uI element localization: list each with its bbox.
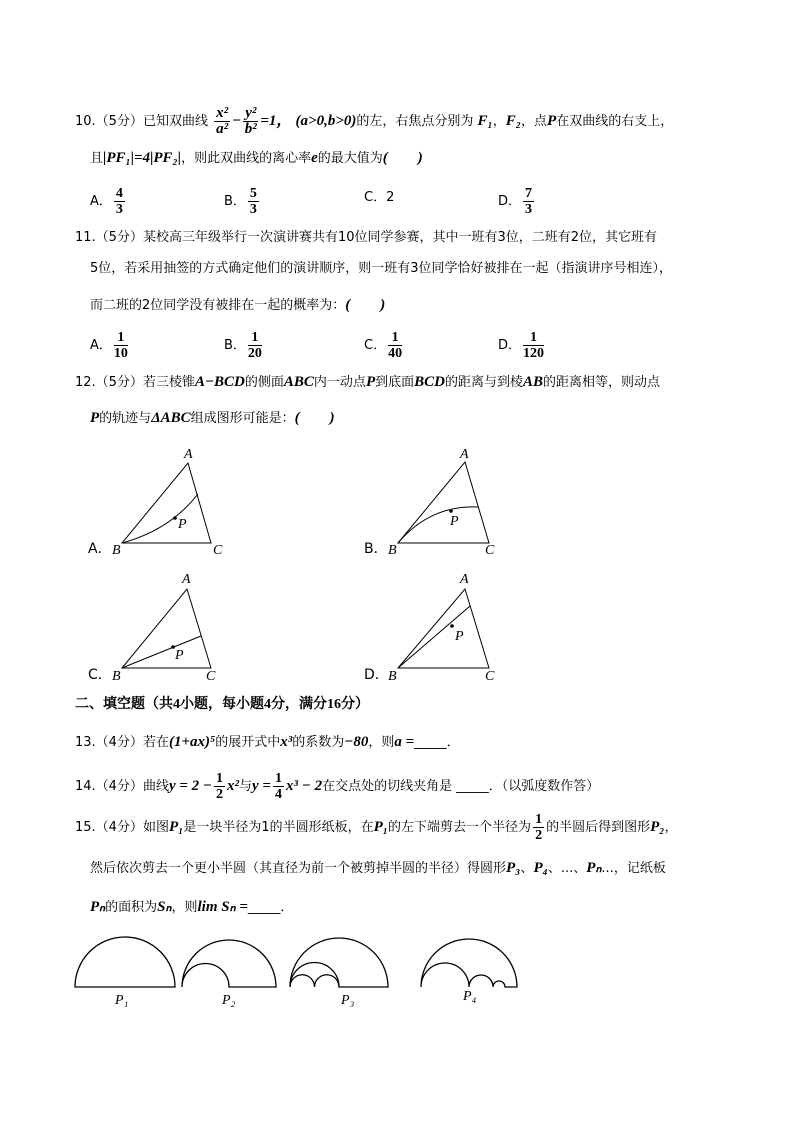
math: P₄ bbox=[533, 860, 548, 876]
label-p: P bbox=[450, 514, 459, 529]
text: 的侧面 bbox=[244, 375, 284, 390]
text: ，则 bbox=[368, 735, 395, 750]
text: 而二班的2位同学没有被排在一起的概率为： bbox=[90, 298, 346, 313]
math: y = bbox=[252, 778, 271, 794]
math: P bbox=[547, 113, 557, 129]
q15-line1 bbox=[75, 812, 678, 843]
math: lim Sₙ = bbox=[197, 899, 248, 915]
text: ． bbox=[446, 735, 460, 750]
math: Sₙ bbox=[157, 899, 172, 915]
text: 15.（4分）如图 bbox=[75, 820, 169, 835]
figure-option-d bbox=[364, 572, 495, 684]
figure-option-b bbox=[364, 447, 495, 558]
figure-p3 bbox=[290, 938, 388, 987]
locus-curve bbox=[398, 507, 478, 543]
point-p bbox=[449, 509, 453, 513]
point-p bbox=[450, 624, 454, 628]
q15-line3 bbox=[90, 897, 293, 918]
answer-paren: ( ) bbox=[294, 410, 335, 426]
num: 1 bbox=[114, 330, 128, 346]
label-a: A bbox=[460, 447, 469, 462]
text: 的左，右焦点分别为 bbox=[356, 114, 474, 129]
label-p2: P₂ bbox=[222, 993, 236, 1008]
den: 20 bbox=[247, 346, 262, 361]
text: ， bbox=[664, 820, 678, 835]
num: 1 bbox=[388, 330, 402, 346]
math: AB bbox=[522, 374, 543, 390]
math: P₂ bbox=[650, 819, 665, 835]
label-c: C bbox=[213, 543, 223, 558]
text: 与 bbox=[239, 779, 253, 794]
math: BCD bbox=[414, 374, 445, 390]
text: ...，记纸板 bbox=[601, 861, 666, 876]
option-label: B． bbox=[364, 541, 388, 557]
text: 然后依次剪去一个更小半圆（其直径为前一个被剪掉半圆的半径）得圆形 bbox=[90, 861, 507, 876]
option-label: C．2 bbox=[364, 190, 395, 205]
text: 的面积为 bbox=[105, 900, 158, 915]
den: b² bbox=[244, 121, 257, 137]
math: |PF₁|=4|PF₂| bbox=[103, 150, 182, 166]
label-p1: P₁ bbox=[115, 993, 129, 1008]
math: Pₙ bbox=[586, 860, 602, 876]
figure-option-a bbox=[88, 447, 223, 558]
text: 的距离与到棱 bbox=[444, 375, 523, 390]
option-label: D． bbox=[498, 338, 522, 353]
text: ... bbox=[560, 861, 574, 876]
text: 在双曲线的右支上， bbox=[556, 114, 674, 129]
text: 内一动点 bbox=[313, 375, 366, 390]
text: ，则 bbox=[171, 900, 198, 915]
figure-p1 bbox=[75, 937, 175, 987]
text: 的距离相等，则动点 bbox=[543, 375, 661, 390]
text: 、 bbox=[547, 861, 561, 876]
answer-blank[interactable]: _____ bbox=[414, 735, 447, 750]
label-a: A bbox=[460, 572, 469, 587]
num: 4 bbox=[115, 186, 123, 201]
num: 1 bbox=[523, 330, 544, 346]
option-label: A． bbox=[88, 541, 112, 557]
fraction bbox=[273, 771, 284, 802]
math: e bbox=[311, 150, 318, 166]
num: 1 bbox=[248, 330, 262, 346]
math: ΔABC bbox=[151, 410, 191, 426]
num: 1 bbox=[535, 812, 543, 827]
label-c: C bbox=[485, 669, 495, 684]
text: 、 bbox=[573, 861, 587, 876]
option-label: C． bbox=[364, 338, 387, 353]
answer-blank[interactable]: _____ bbox=[456, 779, 489, 794]
figure-p4 bbox=[421, 939, 517, 987]
text: 到底面 bbox=[375, 375, 415, 390]
text: ， bbox=[492, 114, 506, 129]
den: a² bbox=[216, 121, 229, 137]
label-p3: P₃ bbox=[341, 993, 355, 1008]
math: x² bbox=[227, 778, 239, 794]
math: =1， bbox=[260, 113, 292, 129]
label-c: C bbox=[485, 543, 495, 558]
point-p bbox=[173, 516, 177, 520]
figure-option-c bbox=[88, 572, 216, 684]
math: P bbox=[365, 374, 376, 390]
locus-line bbox=[122, 636, 201, 668]
num: 1 bbox=[274, 771, 282, 786]
den: 3 bbox=[525, 202, 533, 217]
text: 的半圆后得到图形 bbox=[546, 820, 651, 835]
label-a: A bbox=[182, 572, 191, 587]
den: 3 bbox=[249, 202, 257, 217]
den: 2 bbox=[535, 828, 543, 843]
q11-line2: 5位，若采用抽签的方式确定他们的演讲顺序，则一班有3位同学恰好被排在一起（指演讲序号相连）， bbox=[90, 261, 673, 276]
locus-curve bbox=[122, 494, 198, 543]
text: 的轨迹与 bbox=[99, 411, 152, 426]
text: 、 bbox=[520, 861, 534, 876]
triangle bbox=[122, 589, 211, 668]
label-p: P bbox=[175, 648, 184, 663]
math: −80 bbox=[344, 734, 369, 750]
math: F₂ bbox=[505, 113, 522, 129]
text: ，则此双曲线的离心率 bbox=[181, 151, 312, 166]
text: 13.（4分）若在 bbox=[75, 735, 169, 750]
op: − bbox=[232, 113, 242, 129]
math: (a>0,b>0) bbox=[295, 113, 357, 129]
den: 10 bbox=[113, 346, 128, 361]
num: 1 bbox=[216, 771, 223, 786]
text: 14.（4分）曲线 bbox=[75, 779, 169, 794]
label-c: C bbox=[206, 669, 216, 684]
text: 在交点处的切线夹角是 bbox=[322, 779, 453, 794]
option-label: C． bbox=[88, 667, 112, 683]
label-b: B bbox=[112, 669, 121, 684]
answer-paren: ( ) bbox=[382, 150, 423, 166]
den: 4 bbox=[274, 787, 282, 802]
math: P₃ bbox=[506, 860, 521, 876]
num: x² bbox=[216, 105, 229, 121]
math: Pₙ bbox=[90, 899, 106, 915]
math: P₁ bbox=[168, 819, 184, 835]
den: 120 bbox=[523, 346, 545, 361]
q15-figures bbox=[75, 937, 517, 987]
option-label: B． bbox=[224, 194, 246, 209]
den: 2 bbox=[216, 787, 223, 802]
fraction bbox=[214, 771, 225, 802]
math: P bbox=[90, 410, 100, 426]
triangle bbox=[122, 463, 211, 543]
text: 组成图形可能是： bbox=[190, 411, 295, 426]
answer-paren: ( ) bbox=[345, 297, 386, 313]
label-a: A bbox=[184, 447, 193, 462]
num: y² bbox=[245, 105, 257, 121]
label-p4: P₄ bbox=[463, 989, 477, 1004]
text: 的最大值为 bbox=[317, 151, 383, 166]
text: 的左下端剪去一个半径为 bbox=[388, 820, 532, 835]
math: P₁ bbox=[373, 819, 389, 835]
label-b: B bbox=[388, 543, 397, 558]
q15-line2 bbox=[90, 858, 666, 879]
num: 5 bbox=[249, 186, 257, 201]
triangle bbox=[398, 462, 489, 543]
text: ，点 bbox=[521, 114, 548, 129]
text: ．（以弧度数作答） bbox=[488, 779, 600, 794]
option-label: A． bbox=[90, 338, 112, 353]
section-heading: 二、填空题（共4小题，每小题4分，满分16分） bbox=[75, 697, 369, 712]
math: x³ bbox=[280, 734, 293, 750]
math: (1+ax)⁵ bbox=[168, 734, 216, 750]
option-label: D． bbox=[364, 667, 389, 683]
den: 3 bbox=[115, 202, 123, 217]
label-b: B bbox=[388, 669, 397, 684]
text: 且 bbox=[90, 151, 104, 166]
q14 bbox=[75, 771, 599, 802]
text: 10.（5分）已知双曲线 bbox=[75, 114, 208, 129]
math: x³ − 2 bbox=[285, 778, 323, 794]
text: 是一块半径为1的半圆形纸板，在 bbox=[183, 820, 374, 835]
math: y = 2 − bbox=[168, 778, 212, 794]
option-label: B． bbox=[224, 338, 246, 353]
q11-line1: 11.（5分）某校高三年级举行一次演讲赛共有10位同学参赛，其中一班有3位，二班有2位，其它班有 bbox=[75, 230, 658, 245]
text: ． bbox=[280, 900, 294, 915]
text: 的展开式中 bbox=[215, 735, 281, 750]
q13 bbox=[75, 732, 460, 753]
math: A−BCD bbox=[194, 374, 245, 390]
label-p: P bbox=[455, 629, 464, 644]
den: 40 bbox=[388, 346, 403, 361]
text: 12.（5分）若三棱锥 bbox=[75, 375, 195, 390]
option-label: D． bbox=[498, 194, 522, 209]
answer-blank[interactable]: _____ bbox=[247, 900, 281, 915]
label-p: P bbox=[178, 517, 187, 532]
label-b: B bbox=[112, 543, 121, 558]
num: 7 bbox=[525, 186, 533, 201]
math: a = bbox=[394, 734, 415, 750]
text: 的系数为 bbox=[292, 735, 345, 750]
fraction bbox=[533, 812, 544, 843]
figure-p2 bbox=[182, 940, 276, 987]
math: F₁ bbox=[477, 113, 493, 129]
math: ABC bbox=[283, 374, 314, 390]
option-label: A． bbox=[90, 194, 112, 209]
